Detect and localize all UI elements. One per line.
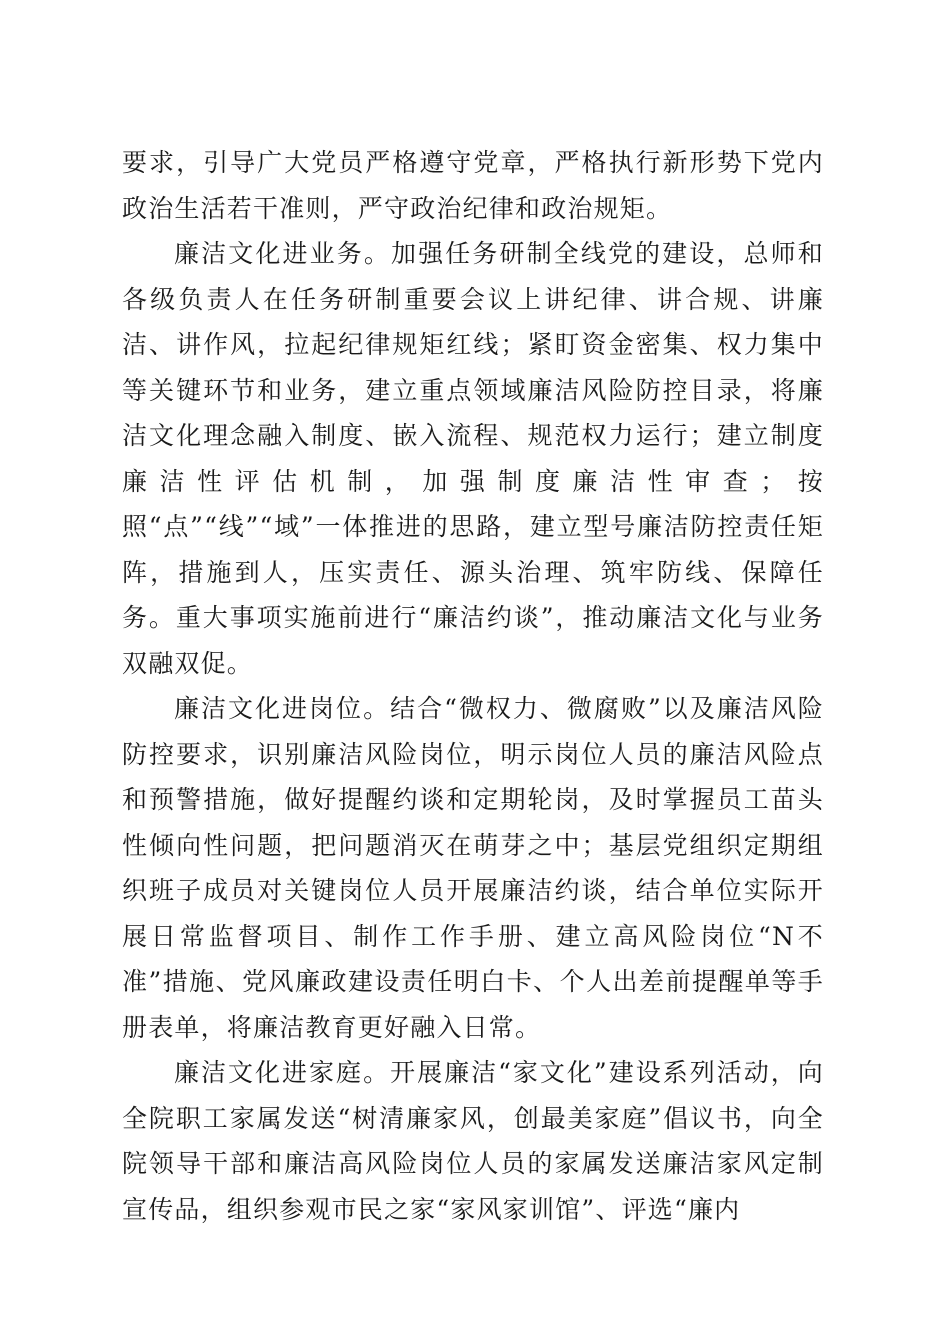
paragraph-business: 廉洁文化进业务。加强任务研制全线党的建设，总师和各级负责人在任务研制重要会议上讲纪律、讲合规、讲廉洁、讲作风，拉起纪律规矩红线；紧盯资金密集、权力集中等关键环节和业务，建立重点领域廉洁风险防控目录，将廉洁文化理念融入制度、嵌入流程、规范权力运行；建立制度廉洁性评估机制，加强制度廉洁性审查；按照“点”“线”“域”一体推进的思路，建立型号廉洁防控责任矩阵，措施到人，压实责任、源头治理、筑牢防线、保障任务。重大事项实施前进行“廉洁约谈”，推动廉洁文化与业务双融双促。	[122, 239, 824, 678]
paragraph-position: 廉洁文化进岗位。结合“微权力、微腐败”以及廉洁风险防控要求，识别廉洁风险岗位，明示岗位人员的廉洁风险点和预警措施，做好提醒约谈和定期轮岗，及时掌握员工苗头性倾向性问题，把问题消灭在萌芽之中；基层党组织定期组织班子成员对关键岗位人员开展廉洁约谈，结合单位实际开展日常监督项目、制作工作手册、建立高风险岗位“N不准”措施、党风廉政建设责任明白卡、个人出差前提醒单等手册表单，将廉洁教育更好融入日常。	[122, 694, 824, 1042]
document-body	[122, 140, 824, 1232]
paragraph-family: 廉洁文化进家庭。开展廉洁“家文化”建设系列活动，向全院职工家属发送“树清廉家风，创最美家庭”倡议书，向全院领导干部和廉洁高风险岗位人员的家属发送廉洁家风定制宣传品，组织参观市民之家“家风家训馆”、评选“廉内	[122, 1058, 824, 1224]
paragraph-continued: 要求，引导广大党员严格遵守党章，严格执行新形势下党内政治生活若干准则，严守政治纪律和政治规矩。	[122, 148, 824, 223]
